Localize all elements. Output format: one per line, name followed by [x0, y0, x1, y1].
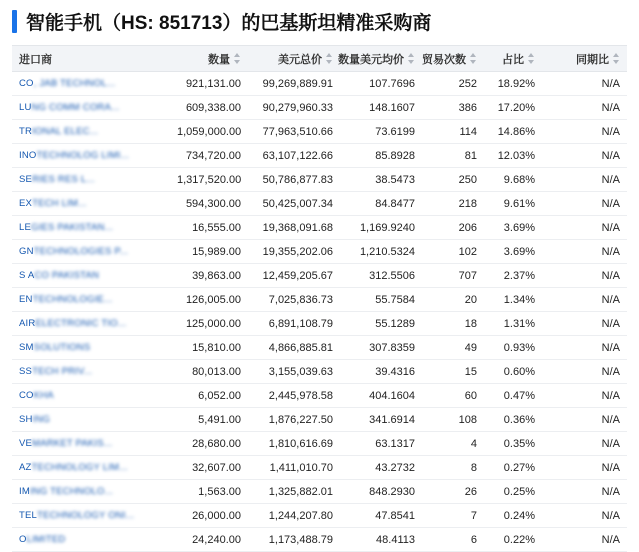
column-label: 数量 [208, 53, 230, 66]
cell-importer[interactable] [12, 216, 170, 240]
importer-name-visible: TR [19, 126, 33, 137]
cell-yoy: N/A [542, 480, 627, 504]
cell-quantity: 1,059,000.00 [170, 120, 248, 144]
cell-trades: 15 [422, 360, 484, 384]
cell-trades: 8 [422, 456, 484, 480]
cell-quantity: 126,005.00 [170, 288, 248, 312]
cell-importer[interactable] [12, 264, 170, 288]
cell-yoy: N/A [542, 96, 627, 120]
cell-trades: 250 [422, 168, 484, 192]
table-row[interactable] [12, 384, 627, 408]
cell-unit-price: 85.8928 [340, 144, 422, 168]
importer-name-visible: TEL [19, 510, 38, 521]
cell-quantity: 26,000.00 [170, 504, 248, 528]
importer-name-masked: TECHNOLOGY ONI... [37, 509, 135, 521]
table-row[interactable] [12, 96, 627, 120]
page-header [0, 0, 639, 45]
cell-quantity: 1,563.00 [170, 480, 248, 504]
cell-importer[interactable] [12, 288, 170, 312]
cell-trades: 6 [422, 528, 484, 552]
importer-name-visible: CO [19, 390, 34, 401]
table-row[interactable] [12, 168, 627, 192]
cell-importer[interactable] [12, 312, 170, 336]
sort-icon[interactable] [613, 53, 620, 64]
table-row[interactable] [12, 264, 627, 288]
cell-share: 9.68% [484, 168, 542, 192]
cell-total-usd: 1,173,488.79 [248, 528, 340, 552]
importer-name-masked: MARKET PAKIS... [32, 437, 113, 449]
cell-importer[interactable] [12, 96, 170, 120]
importer-name-visible: EN [19, 294, 33, 305]
cell-quantity: 39,863.00 [170, 264, 248, 288]
cell-importer[interactable] [12, 168, 170, 192]
cell-quantity: 15,989.00 [170, 240, 248, 264]
importer-name-visible: EX [19, 198, 33, 209]
cell-total-usd: 1,325,882.01 [248, 480, 340, 504]
cell-trades: 386 [422, 96, 484, 120]
cell-importer[interactable] [12, 432, 170, 456]
cell-total-usd: 19,355,202.06 [248, 240, 340, 264]
cell-share: 1.34% [484, 288, 542, 312]
importer-name-masked: TECHNOLOG LIMI... [36, 149, 130, 161]
importer-name-visible: CO [19, 78, 34, 89]
cell-quantity: 609,338.00 [170, 96, 248, 120]
cell-quantity: 32,607.00 [170, 456, 248, 480]
cell-trades: 707 [422, 264, 484, 288]
table-row[interactable] [12, 144, 627, 168]
cell-trades: 7 [422, 504, 484, 528]
cell-importer[interactable] [12, 72, 170, 96]
cell-share: 0.47% [484, 384, 542, 408]
cell-unit-price: 404.1604 [340, 384, 422, 408]
cell-quantity: 24,240.00 [170, 528, 248, 552]
page-title: 智能手机（HS: 851713）的巴基斯坦精准采购商 [26, 13, 432, 34]
table-row[interactable] [12, 480, 627, 504]
column-label: 美元总价 [278, 53, 322, 66]
cell-importer[interactable] [12, 528, 170, 552]
cell-total-usd: 1,244,207.80 [248, 504, 340, 528]
cell-unit-price: 84.8477 [340, 192, 422, 216]
cell-unit-price: 38.5473 [340, 168, 422, 192]
importer-name-masked: LIMITED [26, 533, 66, 545]
cell-importer[interactable] [12, 192, 170, 216]
table-row[interactable] [12, 504, 627, 528]
cell-trades: 60 [422, 384, 484, 408]
cell-unit-price: 312.5506 [340, 264, 422, 288]
importer-name-masked: , JAB TECHNOL... [33, 77, 116, 89]
importer-name-masked: NG COMM CORA... [31, 101, 120, 113]
table-row[interactable] [12, 432, 627, 456]
table-row[interactable] [12, 72, 627, 96]
cell-yoy: N/A [542, 456, 627, 480]
importer-name-visible: GN [19, 246, 34, 257]
cell-quantity: 80,013.00 [170, 360, 248, 384]
cell-importer[interactable] [12, 504, 170, 528]
cell-yoy: N/A [542, 120, 627, 144]
importer-name-masked: TECHNOLOGY LIM... [31, 461, 128, 473]
column-header-share[interactable] [484, 46, 542, 72]
sort-icon[interactable] [234, 53, 241, 64]
cell-yoy: N/A [542, 240, 627, 264]
cell-share: 1.31% [484, 312, 542, 336]
cell-yoy: N/A [542, 72, 627, 96]
importer-name-masked: KHA [33, 389, 54, 401]
column-label: 占比 [502, 53, 524, 66]
importer-name-visible: LE [19, 222, 32, 233]
cell-yoy: N/A [542, 384, 627, 408]
table-body [12, 72, 627, 552]
cell-share: 0.93% [484, 336, 542, 360]
cell-quantity: 594,300.00 [170, 192, 248, 216]
cell-unit-price: 73.6199 [340, 120, 422, 144]
column-header-importer[interactable] [12, 46, 170, 72]
cell-importer[interactable] [12, 360, 170, 384]
cell-unit-price: 55.7584 [340, 288, 422, 312]
cell-share: 0.24% [484, 504, 542, 528]
cell-share: 17.20% [484, 96, 542, 120]
cell-trades: 26 [422, 480, 484, 504]
importer-name-masked: ING TECHNOLO... [29, 485, 114, 497]
cell-yoy: N/A [542, 432, 627, 456]
table-row[interactable] [12, 408, 627, 432]
cell-quantity: 921,131.00 [170, 72, 248, 96]
importer-name-masked: TECH LIM... [32, 197, 87, 209]
cell-total-usd: 1,411,010.70 [248, 456, 340, 480]
importer-name-masked: ELECTRONIC TIO... [35, 317, 127, 329]
cell-importer[interactable] [12, 240, 170, 264]
column-label: 贸易次数 [422, 53, 466, 66]
importer-name-masked: TECH PRIV... [32, 365, 93, 377]
cell-quantity: 15,810.00 [170, 336, 248, 360]
accent-bar-icon [12, 10, 17, 33]
cell-quantity: 16,555.00 [170, 216, 248, 240]
table-header-row [12, 46, 627, 72]
importer-name-masked: TECHNOLOGIES P... [33, 245, 129, 257]
cell-total-usd: 50,425,007.34 [248, 192, 340, 216]
column-header-total-usd[interactable] [248, 46, 340, 72]
table-container [0, 45, 639, 552]
cell-unit-price: 1,210.5324 [340, 240, 422, 264]
column-label: 同期比 [576, 53, 609, 66]
cell-importer[interactable] [12, 408, 170, 432]
table-row[interactable] [12, 120, 627, 144]
importer-name-masked: ING [32, 413, 51, 425]
column-header-quantity[interactable] [170, 46, 248, 72]
importer-name-visible: AZ [19, 462, 32, 473]
cell-total-usd: 6,891,108.79 [248, 312, 340, 336]
importer-name-visible: S A [19, 270, 35, 281]
importer-name-visible: INO [19, 150, 37, 161]
cell-importer[interactable] [12, 480, 170, 504]
importers-table [12, 45, 627, 552]
cell-trades: 102 [422, 240, 484, 264]
cell-trades: 218 [422, 192, 484, 216]
column-label: 进口商 [19, 53, 52, 66]
cell-share: 12.03% [484, 144, 542, 168]
cell-unit-price: 307.8359 [340, 336, 422, 360]
cell-unit-price: 43.2732 [340, 456, 422, 480]
cell-total-usd: 12,459,205.67 [248, 264, 340, 288]
cell-importer[interactable] [12, 336, 170, 360]
cell-share: 0.36% [484, 408, 542, 432]
column-header-yoy[interactable] [542, 46, 627, 72]
table-row[interactable] [12, 456, 627, 480]
cell-importer[interactable] [12, 384, 170, 408]
importer-name-visible: SE [19, 174, 33, 185]
cell-yoy: N/A [542, 528, 627, 552]
importer-name-masked: RIES RES L... [32, 173, 95, 185]
cell-share: 0.27% [484, 456, 542, 480]
table-row[interactable] [12, 192, 627, 216]
column-label: 数量美元均价 [338, 53, 404, 66]
cell-unit-price: 341.6914 [340, 408, 422, 432]
cell-yoy: N/A [542, 288, 627, 312]
importer-name-masked: SOLUTIONS [33, 341, 91, 353]
table-row[interactable] [12, 240, 627, 264]
importer-name-visible: O [19, 534, 27, 545]
table-row[interactable] [12, 288, 627, 312]
cell-total-usd: 7,025,836.73 [248, 288, 340, 312]
cell-share: 0.35% [484, 432, 542, 456]
cell-total-usd: 2,445,978.58 [248, 384, 340, 408]
table-row[interactable] [12, 216, 627, 240]
cell-total-usd: 3,155,039.63 [248, 360, 340, 384]
cell-total-usd: 50,786,877.83 [248, 168, 340, 192]
importer-name-visible: SS [19, 366, 33, 377]
cell-unit-price: 148.1607 [340, 96, 422, 120]
cell-quantity: 5,491.00 [170, 408, 248, 432]
cell-share: 3.69% [484, 216, 542, 240]
cell-yoy: N/A [542, 504, 627, 528]
cell-yoy: N/A [542, 192, 627, 216]
sort-icon[interactable] [326, 53, 333, 64]
cell-quantity: 1,317,520.00 [170, 168, 248, 192]
cell-total-usd: 99,269,889.91 [248, 72, 340, 96]
cell-unit-price: 107.7696 [340, 72, 422, 96]
cell-trades: 81 [422, 144, 484, 168]
table-row[interactable] [12, 312, 627, 336]
cell-yoy: N/A [542, 144, 627, 168]
sort-icon[interactable] [408, 53, 415, 64]
importer-name-visible: VE [19, 438, 33, 449]
table-row[interactable] [12, 360, 627, 384]
cell-trades: 4 [422, 432, 484, 456]
cell-total-usd: 90,279,960.33 [248, 96, 340, 120]
cell-share: 0.22% [484, 528, 542, 552]
cell-total-usd: 4,866,885.81 [248, 336, 340, 360]
cell-quantity: 6,052.00 [170, 384, 248, 408]
table-row[interactable] [12, 528, 627, 552]
cell-yoy: N/A [542, 360, 627, 384]
importer-name-visible: LU [19, 102, 32, 113]
cell-share: 14.86% [484, 120, 542, 144]
importer-name-visible: SH [19, 414, 33, 425]
importer-name-masked: TECHNOLOGIE... [32, 293, 113, 305]
cell-yoy: N/A [542, 312, 627, 336]
importer-name-visible: SM [19, 342, 34, 353]
cell-share: 18.92% [484, 72, 542, 96]
cell-trades: 49 [422, 336, 484, 360]
cell-yoy: N/A [542, 168, 627, 192]
cell-share: 9.61% [484, 192, 542, 216]
cell-trades: 20 [422, 288, 484, 312]
cell-total-usd: 77,963,510.66 [248, 120, 340, 144]
cell-trades: 114 [422, 120, 484, 144]
cell-trades: 252 [422, 72, 484, 96]
table-row[interactable] [12, 336, 627, 360]
cell-yoy: N/A [542, 408, 627, 432]
cell-quantity: 734,720.00 [170, 144, 248, 168]
cell-unit-price: 848.2930 [340, 480, 422, 504]
importer-name-masked: GIES PAKISTAN... [31, 221, 114, 233]
cell-share: 3.69% [484, 240, 542, 264]
cell-unit-price: 48.4113 [340, 528, 422, 552]
cell-share: 2.37% [484, 264, 542, 288]
cell-unit-price: 47.8541 [340, 504, 422, 528]
cell-unit-price: 55.1289 [340, 312, 422, 336]
cell-quantity: 125,000.00 [170, 312, 248, 336]
cell-importer[interactable] [12, 144, 170, 168]
cell-unit-price: 63.1317 [340, 432, 422, 456]
cell-yoy: N/A [542, 336, 627, 360]
cell-total-usd: 1,876,227.50 [248, 408, 340, 432]
cell-yoy: N/A [542, 216, 627, 240]
cell-share: 0.60% [484, 360, 542, 384]
cell-unit-price: 1,169.9240 [340, 216, 422, 240]
cell-unit-price: 39.4316 [340, 360, 422, 384]
cell-total-usd: 19,368,091.68 [248, 216, 340, 240]
sort-icon[interactable] [528, 53, 535, 64]
cell-total-usd: 1,810,616.69 [248, 432, 340, 456]
cell-total-usd: 63,107,122.66 [248, 144, 340, 168]
sort-icon[interactable] [470, 53, 477, 64]
cell-importer[interactable] [12, 120, 170, 144]
cell-trades: 18 [422, 312, 484, 336]
importer-name-masked: IONAL ELEC... [32, 125, 99, 137]
cell-quantity: 28,680.00 [170, 432, 248, 456]
cell-trades: 108 [422, 408, 484, 432]
cell-yoy: N/A [542, 264, 627, 288]
importer-name-visible: IM [19, 486, 30, 497]
importer-name-masked: CO PAKISTAN [34, 269, 100, 281]
cell-share: 0.25% [484, 480, 542, 504]
cell-importer[interactable] [12, 456, 170, 480]
cell-trades: 206 [422, 216, 484, 240]
importer-name-visible: AIR [19, 318, 36, 329]
column-header-trades[interactable] [422, 46, 484, 72]
column-header-unit-price[interactable] [340, 46, 422, 72]
